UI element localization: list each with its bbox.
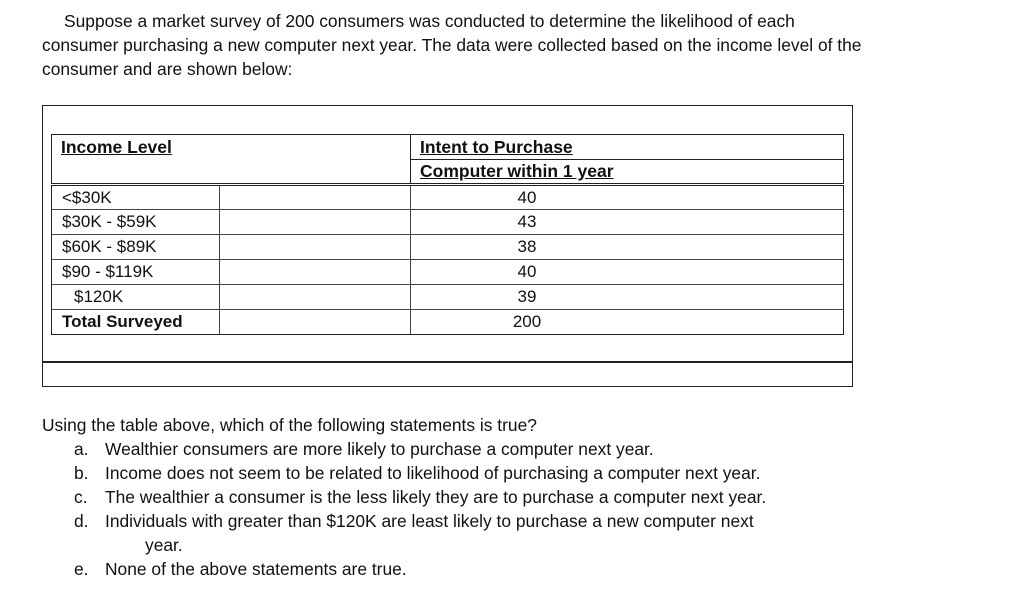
choice-d (42, 509, 872, 557)
row-intent-value: 40 (517, 262, 537, 281)
table-row-total (51, 310, 844, 335)
row-intent-value: 40 (517, 188, 537, 207)
choice-text: Wealthier consumers are more likely to purchase a computer next year. (105, 439, 654, 459)
table-row (51, 260, 844, 285)
table-row (51, 210, 844, 235)
choice-e (42, 557, 872, 581)
header-intent-line1: Intent to Purchase (420, 137, 573, 157)
table-row (51, 235, 844, 260)
row-income-label: $90 - $119K (62, 262, 154, 281)
table-row (51, 285, 844, 310)
choice-text: Individuals with greater than $120K are least likely to purchase a new computer next (105, 511, 754, 531)
table-row (51, 185, 844, 210)
choice-text: None of the above statements are true. (105, 559, 407, 579)
choice-text-continued: year. (145, 535, 183, 555)
row-total-value: 200 (512, 312, 542, 331)
row-intent-value: 43 (517, 212, 537, 231)
choice-letter: a. (74, 439, 89, 459)
choice-letter: e. (74, 559, 89, 579)
row-income-label: $60K - $89K (62, 237, 157, 256)
choice-letter: d. (74, 511, 89, 531)
choice-text: The wealthier a consumer is the less likely they are to purchase a computer next year. (105, 487, 767, 507)
header-income-level: Income Level (61, 137, 172, 157)
row-income-label: $120K (74, 287, 124, 306)
choice-letter: c. (74, 487, 88, 507)
choice-c (42, 485, 872, 509)
choice-b (42, 461, 872, 485)
answer-choices (42, 437, 872, 581)
question-text: Using the table above, which of the following statements is true? (42, 415, 537, 435)
header-divider (410, 159, 844, 160)
header-intent-line2: Computer within 1 year (420, 161, 614, 181)
header-spacer-cell (211, 134, 410, 184)
table-bottom-strip (42, 361, 853, 387)
choice-letter: b. (74, 463, 89, 483)
row-income-label: $30K - $59K (62, 212, 157, 231)
row-intent-value: 38 (517, 237, 537, 256)
row-intent-value: 39 (517, 287, 537, 306)
choice-a (42, 437, 872, 461)
choice-text: Income does not seem to be related to likelihood of purchasing a computer next year. (105, 463, 761, 483)
intro-paragraph: Suppose a market survey of 200 consumers was conducted to determine the likelihood of each consumer purchasing a new computer next year. The data were collected based on the income level of the consumer and are shown below: (42, 11, 862, 79)
row-income-label: <$30K (62, 188, 112, 207)
row-total-label: Total Surveyed (62, 312, 183, 331)
